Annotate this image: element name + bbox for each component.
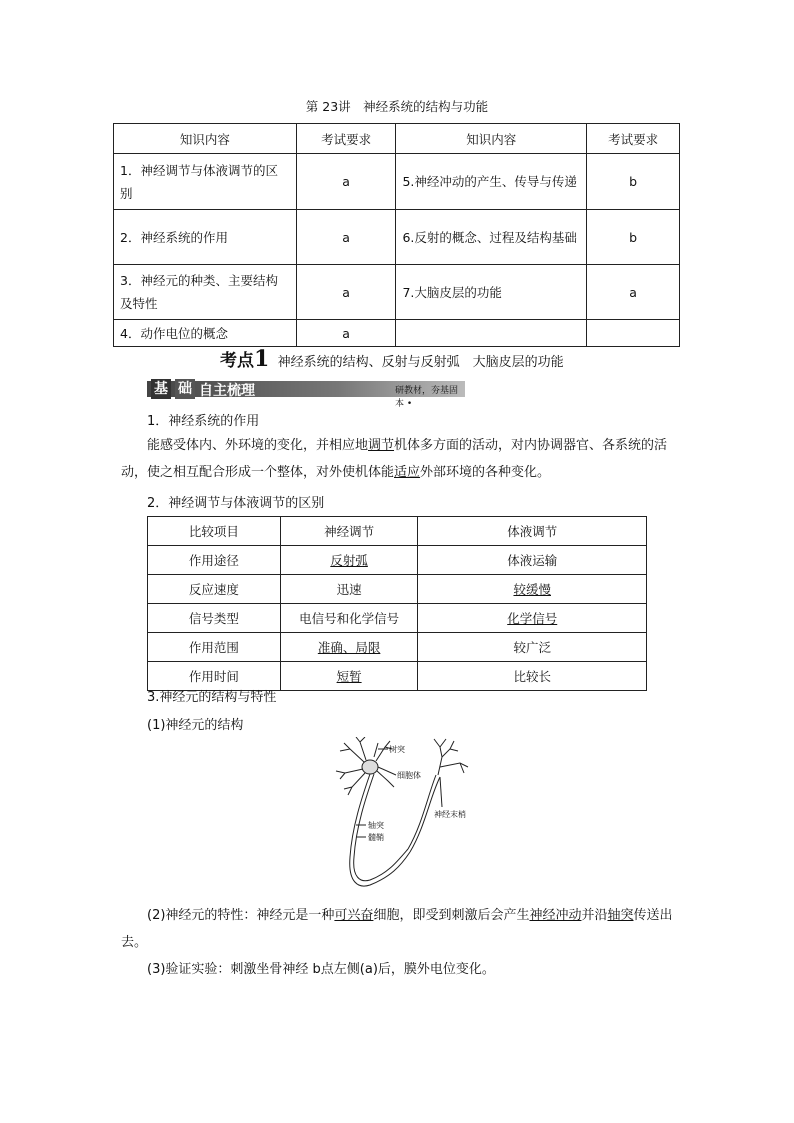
neuron-diagram bbox=[330, 737, 480, 897]
table-header: 考试要求 bbox=[587, 124, 680, 154]
table-cell: 4．动作电位的概念 bbox=[114, 320, 297, 347]
table-cell: 作用时间 bbox=[148, 662, 281, 691]
label-cell-body: 细胞体 bbox=[397, 771, 421, 780]
table-row bbox=[148, 575, 647, 604]
subheading: (1)神经元的结构 bbox=[147, 718, 244, 733]
table-cell: 较缓慢 bbox=[418, 575, 647, 604]
label-dendrite: 树突 bbox=[389, 745, 405, 754]
table-cell: b bbox=[587, 154, 680, 210]
table-row bbox=[148, 633, 647, 662]
table-cell: b bbox=[587, 210, 680, 265]
table-cell: 3．神经元的种类、主要结构及特性 bbox=[114, 265, 297, 320]
table-cell: 反射弧 bbox=[280, 546, 418, 575]
table-cell: 准确、局限 bbox=[280, 633, 418, 662]
requirements-table bbox=[113, 123, 680, 347]
table-header: 考试要求 bbox=[296, 124, 396, 154]
banner-box: 础 bbox=[175, 379, 195, 399]
table-cell: 7.大脑皮层的功能 bbox=[396, 265, 587, 320]
table-cell: a bbox=[296, 154, 396, 210]
section-heading bbox=[220, 346, 564, 372]
table-cell: 6.反射的概念、过程及结构基础 bbox=[396, 210, 587, 265]
table-header: 知识内容 bbox=[396, 124, 587, 154]
table-cell: a bbox=[587, 265, 680, 320]
table-cell: 作用范围 bbox=[148, 633, 281, 662]
page-title: 第 23讲 神经系统的结构与功能 bbox=[305, 99, 489, 114]
comparison-table bbox=[147, 516, 647, 691]
table-row bbox=[148, 604, 647, 633]
table-cell: 较广泛 bbox=[418, 633, 647, 662]
table-cell: 化学信号 bbox=[418, 604, 647, 633]
table-header: 神经调节 bbox=[280, 517, 418, 546]
table-row bbox=[114, 154, 680, 210]
table-cell: a bbox=[296, 210, 396, 265]
label-nerve-ending: 神经末梢 bbox=[434, 810, 466, 819]
banner-label: 自主梳理 bbox=[199, 383, 255, 399]
table-cell: 体液运输 bbox=[418, 546, 647, 575]
banner-box: 基 bbox=[151, 379, 171, 399]
table-header: 比较项目 bbox=[148, 517, 281, 546]
kaodian-title: 神经系统的结构、反射与反射弧 大脑皮层的功能 bbox=[277, 355, 564, 370]
paragraph: 能感受体内、外环境的变化，并相应地调节机体多方面的活动，对内协调器官、各系统的活动，使之相互配合形成一个整体，对外使机体能适应外部环境的各种变化。 bbox=[121, 438, 668, 480]
table-cell: 作用途径 bbox=[148, 546, 281, 575]
subheading: 2．神经调节与体液调节的区别 bbox=[147, 496, 325, 511]
table-cell: 2．神经系统的作用 bbox=[114, 210, 297, 265]
table-cell: 信号类型 bbox=[148, 604, 281, 633]
section-banner bbox=[147, 379, 465, 409]
table-cell: 电信号和化学信号 bbox=[280, 604, 418, 633]
table-cell bbox=[587, 320, 680, 347]
table-row bbox=[148, 546, 647, 575]
table-cell: a bbox=[296, 320, 396, 347]
table-row bbox=[114, 265, 680, 320]
table-row bbox=[114, 320, 680, 347]
table-cell: a bbox=[296, 265, 396, 320]
table-cell: 短暂 bbox=[280, 662, 418, 691]
table-cell: 比较长 bbox=[418, 662, 647, 691]
kaodian-number: 1 bbox=[254, 346, 270, 372]
subheading: 1．神经系统的作用 bbox=[147, 414, 260, 429]
banner-sub: 研教材，夯基固本 • bbox=[395, 386, 459, 409]
table-header: 体液调节 bbox=[418, 517, 647, 546]
label-axon: 轴突 bbox=[368, 821, 384, 830]
table-cell: 反应速度 bbox=[148, 575, 281, 604]
paragraph: (2)神经元的特性：神经元是一种可兴奋细胞，即受到刺激后会产生神经冲动并沿轴突传送出去。 bbox=[121, 908, 673, 950]
label-myelin: 髓鞘 bbox=[368, 833, 384, 842]
table-cell: 1．神经调节与体液调节的区别 bbox=[114, 154, 297, 210]
table-cell bbox=[396, 320, 587, 347]
subheading: 3.神经元的结构与特性 bbox=[147, 690, 277, 705]
table-row bbox=[148, 517, 647, 546]
paragraph: (3)验证实验：刺激坐骨神经 b点左侧(a)后，膜外电位变化。 bbox=[147, 962, 495, 977]
kaodian-label: 考点 bbox=[220, 351, 254, 371]
table-cell: 5.神经冲动的产生、传导与传递 bbox=[396, 154, 587, 210]
table-row bbox=[114, 210, 680, 265]
table-header: 知识内容 bbox=[114, 124, 297, 154]
table-cell: 迅速 bbox=[280, 575, 418, 604]
